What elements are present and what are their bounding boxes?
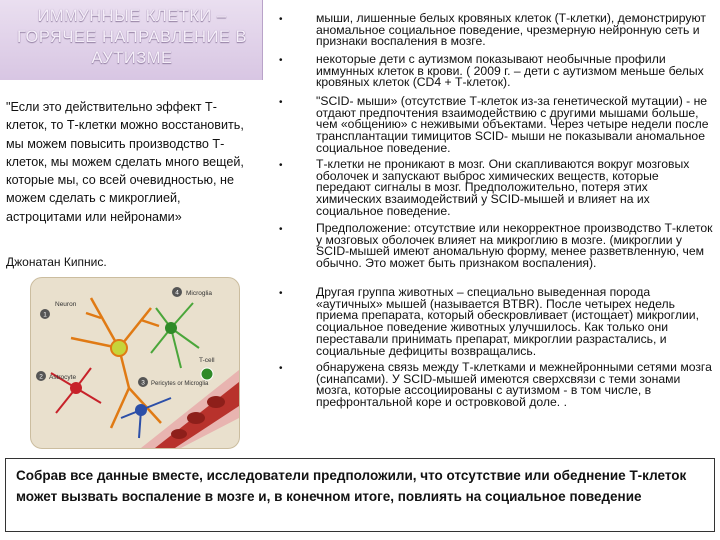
summary-box: Собрав все данные вместе, исследователи предположили, что отсутствие или обеднение Т-клеток может вызвать воспаление в мозге и, в конечном итоге, повлиять на социальное поведение [5, 458, 715, 532]
marker-1-label: 1 [43, 311, 47, 319]
bullet-icon: • [279, 288, 283, 299]
quote-text: "Если это действительно эффект Т-клеток, то Т-клетки можно восстановить, мы можем повысить производство Т-клеток, мы можем сделать много вещей, которые мы, со всей очевидностью, не можем сделать с микроглией, астроцитами или нейронами» [6, 100, 244, 224]
microglia-body [165, 322, 177, 334]
t-cell [201, 368, 213, 380]
bullet-icon: • [279, 97, 283, 108]
list-item-text: Т-клетки не проникают в мозг. Они скапливаются вокруг мозговых оболочек и запускают выброс химических веществ, которые передают сигналы в мозг. Предположительно, потеря этих химических взаимодействий у SCID-мышей и влияет на их социальное поведение. [316, 157, 690, 218]
list-item-text: мыши, лишенные белых кровяных клеток (Т-клетки), демонстрируют аномальное социальное поведение, чрезмерную нейронную сеть и признаки воспаления в мозге. [316, 11, 706, 49]
microglia-label: Microglia [186, 290, 213, 297]
list-item-text: "SCID- мыши» (отсутствие Т-клеток из-за генетической мутации) - не отдают предпочтения взаимодействию с другими мышами больше, чем «общению» с неживыми объектами. Через четыре недели после трансплантации тимицитов SCID- мыши не показывали аномальное социальное поведение. [316, 94, 709, 155]
list-item-text: Другая группа животных – специально выведенная порода «аутичных» мышей (называется BTBR). После четырех недель приема препарата, который обескровливает (истощает) микроглии, социальное поведение животных улучшилось. Как только они переставали принимать препарат, микроглии разрастались, и социальные дефициты возвращались. [316, 285, 699, 358]
title-line-3: АУТИЗМЕ [91, 49, 173, 67]
bullet-icon: • [279, 224, 283, 235]
cell-illustration-svg [31, 278, 239, 448]
bullet-icon: • [279, 55, 283, 66]
neuron-cell [71, 298, 161, 428]
red-blood-cell [187, 412, 205, 424]
quote-author: Джонатан Кипнис. [6, 255, 107, 269]
bullet-icon: • [279, 363, 283, 374]
astrocyte-body [70, 382, 82, 394]
neuron-label: Neuron [55, 301, 77, 308]
title-box [0, 0, 263, 80]
bullet-icon: • [279, 14, 283, 25]
marker-2-label: 2 [39, 373, 43, 381]
tcell-label: T-cell [199, 357, 215, 364]
list-item-text: некоторые дети с аутизмом показывают необычные профили иммунных клеток в крови. ( 2009 г. – дети с аутизмом меньше белых кровяных клеток (CD4 + Т-клеток). [316, 52, 704, 90]
slide-title [14, 6, 250, 69]
list-item-text: обнаружена связь между Т-клетками и межнейронными сетями мозга (синапсами). У SCID-мышей имеются сверхсвязи с теми зонами мозга, которые ассоциированы с аутизмом - в том числе, в префронтальной коре и островковой доле. . [316, 360, 712, 410]
pericyte-body [135, 404, 147, 416]
microglia-cell [151, 303, 199, 368]
pericytes-label: Pericytes or Microglia [151, 381, 209, 387]
red-blood-cell [171, 429, 187, 439]
astrocyte-label: Astrocyte [49, 374, 77, 381]
list-item-text: Предположение: отсутствие или некорректное производство Т-клеток у мозговых оболочек влияет на микроглию в мозге. (микроглии у SCID-мышей имеют аномальную форму, менее разветвленную, чем обычно. Это может быть признаком воспаления). [316, 221, 713, 271]
cell-illustration [30, 277, 240, 449]
neuron-body [111, 340, 127, 356]
marker-3-label: 3 [141, 379, 145, 387]
red-blood-cell [207, 396, 225, 408]
title-line-1: ИММУННЫЕ КЛЕТКИ – [37, 7, 227, 25]
bullet-icon: • [279, 160, 283, 171]
marker-4-label: 4 [175, 289, 179, 297]
title-line-2: ГОРЯЧЕЕ НАПРАВЛЕНИЕ В [16, 28, 248, 46]
